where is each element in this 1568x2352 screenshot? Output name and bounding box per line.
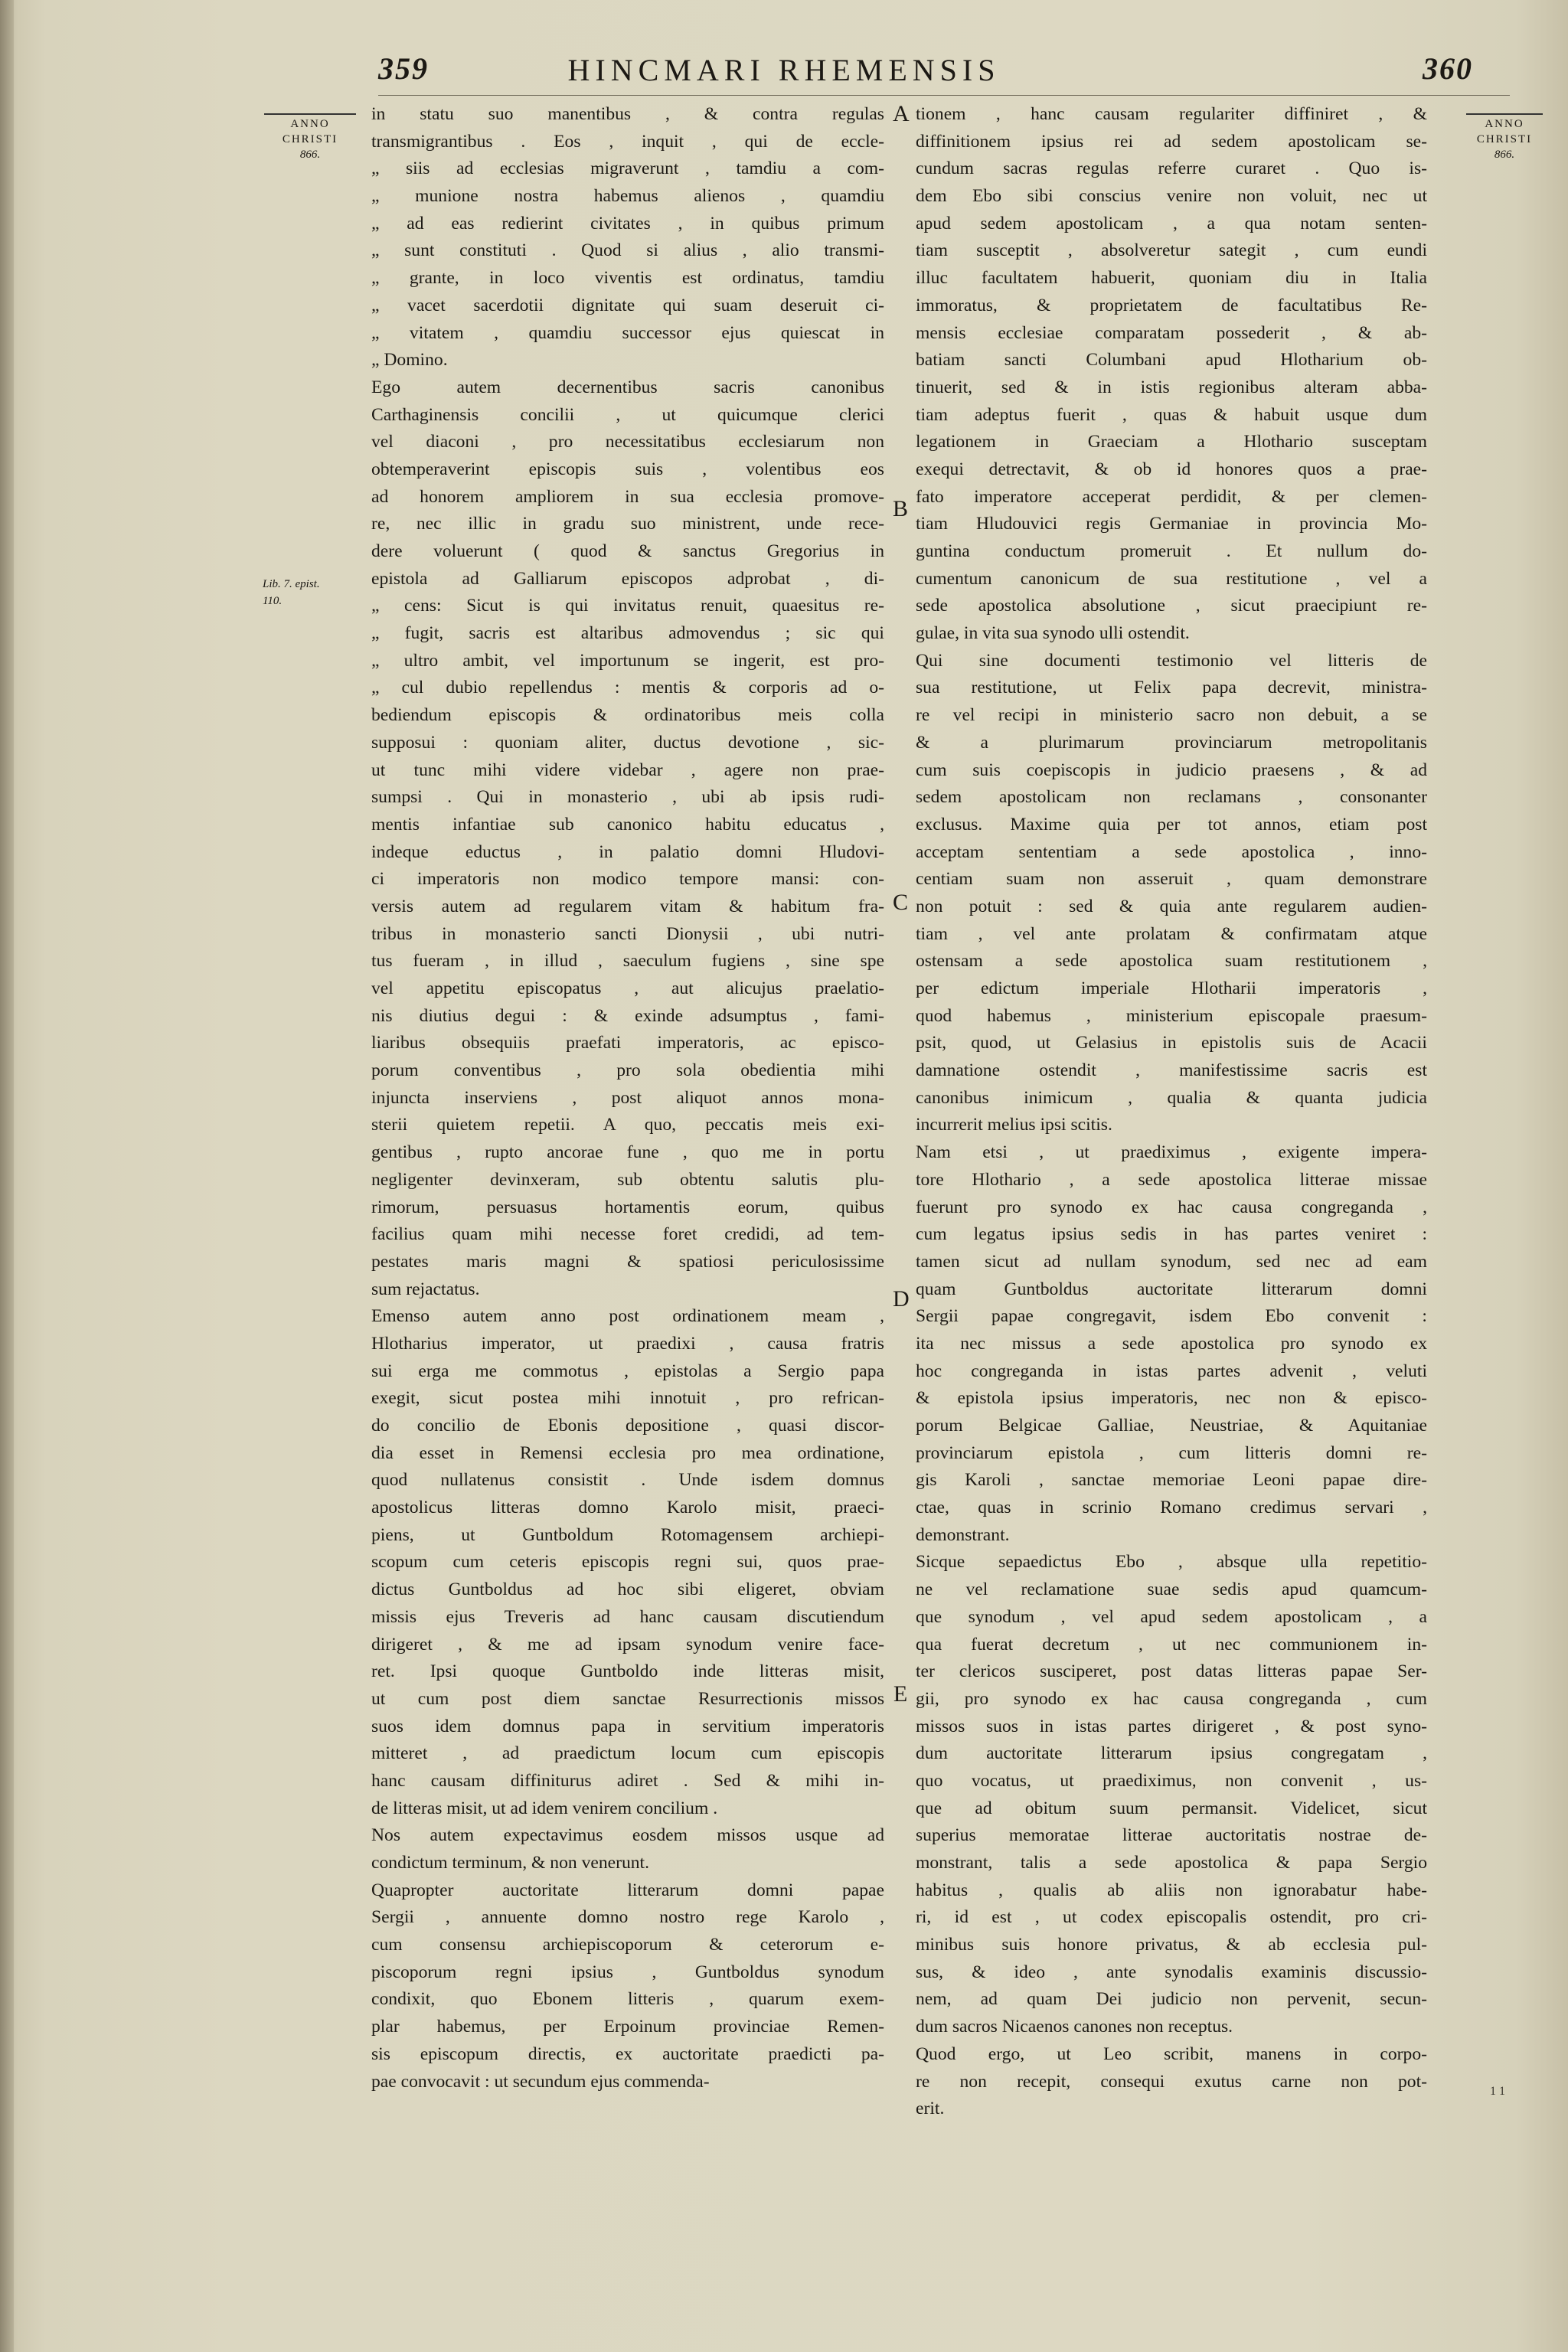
text-line: per edictum imperiale Hlotharii imperatoris , xyxy=(916,978,1427,998)
text-line: vel diaconi , pro necessitatibus ecclesiarum non xyxy=(371,432,884,452)
text-line: exclusus. Maxime quia per tot annos, etiam post xyxy=(916,814,1427,835)
text-line: incurrerit melius ipsi scitis. xyxy=(916,1115,1112,1135)
text-line: nem, ad quam Dei judicio non pervenit, secun- xyxy=(916,1989,1427,2010)
section-letter-a: A xyxy=(893,101,910,126)
text-column-right xyxy=(916,101,1427,2123)
page-number-right: 360 xyxy=(1423,51,1473,86)
text-line: Sergii , annuente domno nostro rege Karolo , xyxy=(371,1907,884,1928)
text-line: Quapropter auctoritate litterarum domni papae xyxy=(371,1880,884,1900)
text-line: in statu suo manentibus , & contra regulas xyxy=(371,104,884,124)
text-line: mitteret , ad praedictum locum cum episcopis xyxy=(371,1743,884,1764)
text-line: missis ejus Treveris ad hanc causam discutiendum xyxy=(371,1606,884,1627)
text-line: quam Guntboldus auctoritate litterarum domni xyxy=(916,1279,1427,1299)
text-line: gentibus , rupto ancorae fune , quo me in portu xyxy=(371,1142,884,1163)
text-line: cum suis coepiscopis in judicio praesens , & ad xyxy=(916,760,1427,780)
text-line: dum auctoritate litterarum ipsius congregatam , xyxy=(916,1743,1427,1764)
text-line: vel appetitu episcopatus , aut alicujus praelatio- xyxy=(371,978,884,998)
text-line: Emenso autem anno post ordinationem meam , xyxy=(371,1306,884,1327)
margin-anno-label: ANNO xyxy=(290,118,330,130)
text-line: versis autem ad regularem vitam & habitum fra- xyxy=(371,896,884,916)
text-line: quod habemus , ministerium episcopale praesum- xyxy=(916,1005,1427,1026)
text-line: Carthaginensis concilii , ut quicumque clerici xyxy=(371,404,884,425)
text-line: qua fuerat decretum , ut nec communionem in- xyxy=(916,1634,1427,1655)
margin-year-value: 866. xyxy=(299,149,321,161)
text-line: ut cum post diem sanctae Resurrectionis missos xyxy=(371,1688,884,1709)
text-line: sua restitutione, ut Felix papa decrevit, ministra- xyxy=(916,678,1427,698)
text-line: porum Belgicae Galliae, Neustriae, & Aquitaniae xyxy=(916,1416,1427,1436)
text-line: „ vacet sacerdotii dignitate qui suam deseruit ci- xyxy=(371,295,884,315)
text-line: cum consensu archiepiscoporum & ceterorum e- xyxy=(371,1935,884,1955)
text-line: „ munione nostra habemus alienos , quamdiu xyxy=(371,186,884,207)
text-line: re vel recipi in ministerio sacro non debuit, a se xyxy=(916,705,1427,726)
running-head xyxy=(0,47,1568,93)
text-line: psit, quod, ut Gelasius in epistolis suis de Acacii xyxy=(916,1033,1427,1054)
text-line: canonibus inimicum , qualia & quanta judicia xyxy=(916,1087,1427,1108)
text-line: sedem apostolicam non reclamans , consonanter xyxy=(916,787,1427,808)
text-line: ret. Ipsi quoque Guntboldo inde litteras misit, xyxy=(371,1661,884,1682)
text-line: gis Karoli , sanctae memoriae Leoni papae dire- xyxy=(916,1470,1427,1491)
text-line: facilius quam mihi necesse foret credidi, ad tem- xyxy=(371,1224,884,1245)
margin-reference-line: 110. xyxy=(263,595,283,607)
text-line: tiam adeptus fuerit , quas & habuit usque dum xyxy=(916,404,1427,425)
text-line: Nos autem expectavimus eosdem missos usque ad xyxy=(371,1825,884,1846)
text-line: negligenter devinxeram, sub obtentu salutis plu- xyxy=(371,1169,884,1190)
text-line: „ ultro ambit, vel importunum se ingerit, est pro- xyxy=(371,650,884,671)
running-title: HINCMARI RHEMENSIS xyxy=(567,53,1001,87)
text-line: & epistola ipsius imperatoris, nec non & episco- xyxy=(916,1388,1427,1409)
text-line: condictum terminum, & non venerunt. xyxy=(371,1853,650,1873)
text-line: ad honorem ampliorem in sua ecclesia promove- xyxy=(371,486,884,507)
text-line: condixit, quo Ebonem litteris , quarum exem- xyxy=(371,1989,884,2010)
text-line: dem Ebo sibi conscius venire non voluit, nec ut xyxy=(916,186,1427,207)
text-line: do concilio de Ebonis depositione , quasi discor- xyxy=(371,1416,884,1436)
text-line: tore Hlothario , a sede apostolica litterae missae xyxy=(916,1169,1427,1190)
margin-year-left xyxy=(260,113,360,162)
text-line: hanc causam diffiniturus adiret . Sed & mihi in- xyxy=(371,1770,884,1791)
text-line: tribus in monasterio sancti Dionysii , ubi nutri- xyxy=(371,923,884,944)
text-line: exequi detrectavit, & ob id honores quos a prae- xyxy=(916,459,1427,479)
text-line: „ grante, in loco viventis est ordinatus, tamdiu xyxy=(371,268,884,289)
text-line: gii, pro synodo ex hac causa congreganda , cum xyxy=(916,1688,1427,1709)
text-line: tiam Hludouvici regis Germaniae in provincia Mo- xyxy=(916,514,1427,534)
text-line: non potuit : sed & quia ante regularem audien- xyxy=(916,896,1427,916)
text-line: sui erga me commotus , epistolas a Sergio papa xyxy=(371,1361,884,1381)
text-line: piens, ut Guntboldum Rotomagensem archiepi- xyxy=(371,1524,884,1545)
text-line: acceptam sententiam a sede apostolica , inno- xyxy=(916,841,1427,862)
text-line: porum conventibus , pro sola obedientia mihi xyxy=(371,1060,884,1081)
text-line: ci imperatoris non modico tempore mansi: con- xyxy=(371,869,884,890)
text-line: tiam , vel ante prolatam & confirmatam atque xyxy=(916,923,1427,944)
text-line: Sergii papae congregavit, isdem Ebo convenit : xyxy=(916,1306,1427,1327)
text-line: apostolicus litteras domno Karolo misit, praeci- xyxy=(371,1498,884,1518)
margin-rule xyxy=(1466,113,1543,115)
text-line: fato imperatore acceperat perdidit, & per clemen- xyxy=(916,486,1427,507)
text-line: erit. xyxy=(916,2099,945,2119)
margin-year-value: 866. xyxy=(1494,149,1515,161)
text-line: fuerunt pro synodo ex hac causa congreganda , xyxy=(916,1197,1427,1217)
text-line: cum legatus ipsius sedis in has partes veniret : xyxy=(916,1224,1427,1245)
text-line: ctae, quas in scrinio Romano credimus servari , xyxy=(916,1498,1427,1518)
text-line: „ Domino. xyxy=(371,350,448,371)
text-line: dirigeret , & me ad ipsam synodum venire face- xyxy=(371,1634,884,1655)
header-rule xyxy=(378,95,1510,96)
text-line: „ ad eas redierint civitates , in quibus primum xyxy=(371,213,884,234)
text-line: suos idem domnus papa in servitium imperatoris xyxy=(371,1716,884,1736)
text-line: monstrant, talis a sede apostolica & papa Sergio xyxy=(916,1853,1427,1873)
text-line: sterii quietem repetii. A quo, peccatis meis exi- xyxy=(371,1115,884,1135)
text-line: bediendum episcopis & ordinatoribus meis colla xyxy=(371,705,884,726)
text-line: hoc congreganda in istas partes advenit , veluti xyxy=(916,1361,1427,1381)
text-line: „ fugit, sacris est altaribus admovendus ; sic qui xyxy=(371,623,884,644)
text-line: ne vel reclamatione suae sedis apud quamcum- xyxy=(916,1579,1427,1600)
footer-marks: 1 1 xyxy=(1490,2085,1505,2098)
book-binding-edge xyxy=(0,0,14,2352)
text-line: apud sedem apostolicam , a qua notam senten- xyxy=(916,213,1427,234)
text-line: liaribus obsequiis praefati imperatoris, ac episco- xyxy=(371,1033,884,1054)
text-line: nis diutius degui : & exinde adsumptus , fami- xyxy=(371,1005,884,1026)
text-line: exegit, sicut postea mihi innotuit , pro refrican- xyxy=(371,1388,884,1409)
text-line: dictus Guntboldus ad hoc sibi eligeret, obviam xyxy=(371,1579,884,1600)
margin-christi-label: CHRISTI xyxy=(1476,133,1533,145)
margin-anno-label: ANNO xyxy=(1485,118,1524,130)
text-line: re non recepit, consequi exutus carne non pot- xyxy=(916,2071,1427,2092)
text-line: cumentum canonicum de sua restitutione , vel a xyxy=(916,568,1427,589)
text-line: Quod ergo, ut Leo scribit, manens in corpo- xyxy=(916,2043,1427,2064)
text-line: que ad obitum suum permansit. Videlicet, sicut xyxy=(916,1798,1427,1818)
text-line: superius memoratae litterae auctoritatis nostrae de- xyxy=(916,1825,1427,1846)
section-letter-c: C xyxy=(893,890,909,915)
text-line: re, nec illic in gradu suo ministrent, unde rece- xyxy=(371,514,884,534)
text-line: Sicque sepaedictus Ebo , absque ulla repetitio- xyxy=(916,1552,1427,1573)
text-line: sumpsi . Qui in monasterio , ubi ab ipsis rudi- xyxy=(371,787,884,808)
margin-christi-label: CHRISTI xyxy=(282,133,338,145)
text-line: quod nullatenus consistit . Unde isdem domnus xyxy=(371,1470,884,1491)
text-line: de litteras misit, ut ad idem venirem concilium . xyxy=(371,1798,718,1818)
section-letter-b: B xyxy=(893,496,909,521)
text-line: immoratus, & proprietatem de facultatibus Re- xyxy=(916,295,1427,315)
text-line: mentis infantiae sub canonico habitu educatus , xyxy=(371,814,884,835)
text-line: Qui sine documenti testimonio vel litteris de xyxy=(916,650,1427,671)
text-line: sus, & ideo , ante synodalis examinis discussio- xyxy=(916,1962,1427,1982)
text-line: & a plurimarum provinciarum metropolitanis xyxy=(916,732,1427,753)
text-line: ostensam a sede apostolica suam restitutionem , xyxy=(916,951,1427,972)
text-line: Hlotharius imperator, ut praedixi , causa fratris xyxy=(371,1333,884,1354)
section-letter-d: D xyxy=(893,1286,910,1312)
text-line: sum rejactatus. xyxy=(371,1279,480,1299)
text-line: gulae, in vita sua synodo ulli ostendit. xyxy=(916,623,1190,644)
text-line: dere voluerunt ( quod & sanctus Gregorius in xyxy=(371,541,884,561)
text-line: injuncta inserviens , post aliquot annos mona- xyxy=(371,1087,884,1108)
text-line: ut tunc mihi videre videbar , agere non prae- xyxy=(371,760,884,780)
text-line: piscoporum regni ipsius , Guntboldus synodum xyxy=(371,1962,884,1982)
text-line: tionem , hanc causam regulariter diffiniret , & xyxy=(916,104,1427,124)
text-line: epistola ad Galliarum episcopos adprobat , di- xyxy=(371,568,884,589)
text-line: missos suos in istas partes dirigeret , & post syno- xyxy=(916,1716,1427,1736)
text-line: quo vocatus, ut praediximus, non convenit , us- xyxy=(916,1770,1427,1791)
text-line: diffinitionem ipsius rei ad sedem apostolicam se- xyxy=(916,131,1427,152)
text-line: „ siis ad ecclesias migraverunt , tamdiu a com- xyxy=(371,158,884,179)
text-line: Ego autem decernentibus sacris canonibus xyxy=(371,377,884,397)
text-line: damnatione ostendit , manifestissime sacris est xyxy=(916,1060,1427,1081)
text-line: illuc facultatem habuerit, quoniam diu in Italia xyxy=(916,268,1427,289)
text-line: pae convocavit : ut secundum ejus commenda- xyxy=(371,2071,710,2092)
text-line: tinuerit, sed & in istis regionibus alteram abba- xyxy=(916,377,1427,397)
text-line: ita nec missus a sede apostolica pro synodo ex xyxy=(916,1333,1427,1354)
text-line: cundum sacras regulas referre curaret . Quo is- xyxy=(916,158,1427,179)
text-line: dia esset in Remensi ecclesia pro mea ordinatione, xyxy=(371,1442,884,1463)
margin-reference-note xyxy=(263,576,320,609)
text-line: rimorum, persuasus hortamentis eorum, quibus xyxy=(371,1197,884,1217)
text-line: centiam suam non asseruit , quam demonstrare xyxy=(916,869,1427,890)
text-line: mensis ecclesiae comparatam possederit , & ab- xyxy=(916,322,1427,343)
text-line: pestates maris magni & spatiosi periculosissime xyxy=(371,1251,884,1272)
text-line: „ vitatem , quamdiu successor ejus quiescat in xyxy=(371,322,884,343)
section-letter-e: E xyxy=(893,1681,908,1707)
margin-rule xyxy=(264,113,356,115)
text-line: obtemperaverint episcopis suis , volentibus eos xyxy=(371,459,884,479)
text-line: que synodum , vel apud sedem apostolicam , a xyxy=(916,1606,1427,1627)
margin-reference-line: Lib. 7. epist. xyxy=(263,578,320,590)
text-line: plar habemus, per Erpoinum provinciae Remen- xyxy=(371,2017,884,2037)
text-line: indeque eductus , in palatio domni Hludovi- xyxy=(371,841,884,862)
text-line: demonstrant. xyxy=(916,1524,1010,1545)
text-line: minibus suis honore privatus, & ab ecclesia pul- xyxy=(916,1935,1427,1955)
text-line: tiam susceptit , absolveretur sategit , cum eundi xyxy=(916,240,1427,261)
page-number-left: 359 xyxy=(378,51,429,86)
margin-year-right xyxy=(1462,113,1547,162)
text-line: provinciarum epistola , cum litteris domni re- xyxy=(916,1442,1427,1463)
text-line: legationem in Graeciam a Hlothario susceptam xyxy=(916,432,1427,452)
text-line: „ sunt constituti . Quod si alius , alio transmi- xyxy=(371,240,884,261)
text-line: „ cul dubio repellendus : mentis & corporis ad o- xyxy=(371,678,884,698)
text-line: habitus , qualis ab aliis non ignorabatur habe- xyxy=(916,1880,1427,1900)
text-line: tamen sicut ad nullam synodum, sed nec ad eam xyxy=(916,1251,1427,1272)
text-line: supposui : quoniam aliter, ductus devotione , sic- xyxy=(371,732,884,753)
text-line: guntina conductum promeruit . Et nullum do- xyxy=(916,541,1427,561)
text-line: „ cens: Sicut is qui invitatus renuit, quaesitus re- xyxy=(371,596,884,616)
text-line: sis episcopum directis, ex auctoritate praedicti pa- xyxy=(371,2043,884,2064)
text-line: dum sacros Nicaenos canones non receptus. xyxy=(916,2017,1233,2037)
text-column-left xyxy=(371,101,884,2096)
text-line: transmigrantibus . Eos , inquit , qui de eccle- xyxy=(371,131,884,152)
text-line: sede apostolica absolutione , sicut praecipiunt re- xyxy=(916,596,1427,616)
text-line: batiam sancti Columbani apud Hlotharium ob- xyxy=(916,350,1427,371)
text-line: ri, id est , ut codex episcopalis ostendit, pro cri- xyxy=(916,1907,1427,1928)
text-line: Nam etsi , ut praediximus , exigente impera- xyxy=(916,1142,1427,1163)
text-line: scopum cum ceteris episcopis regni sui, quos prae- xyxy=(371,1552,884,1573)
text-line: ter clericos susciperet, post datas litteras papae Ser- xyxy=(916,1661,1427,1682)
text-line: tus fueram , in illud , saeculum fugiens , sine spe xyxy=(371,951,884,972)
